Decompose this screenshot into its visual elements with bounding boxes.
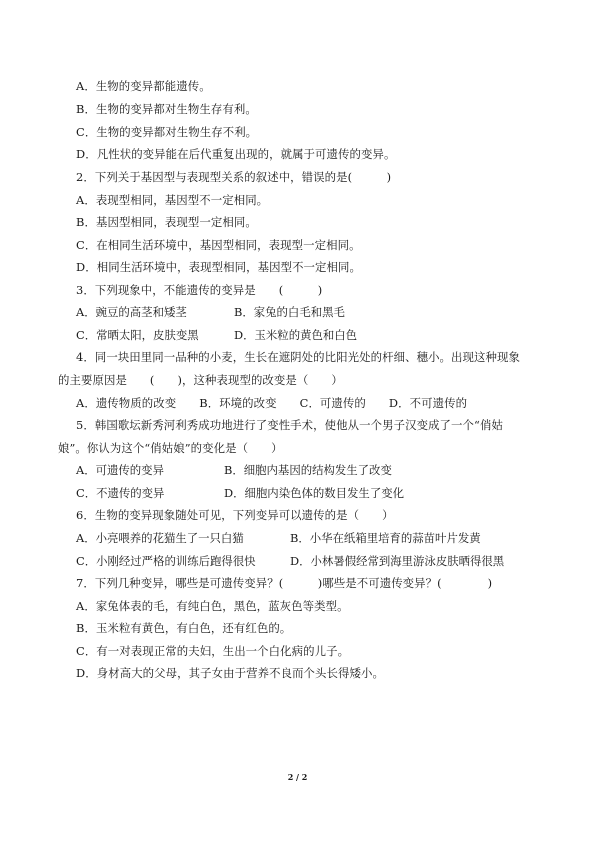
question-3-stem: 3．下列现象中，不能遗传的变异是 ( ) xyxy=(76,283,323,297)
q7-option-c: C．有一对表现正常的夫妇，生出一个白化病的儿子。 xyxy=(76,644,350,658)
q5-option-b: B．细胞内基因的结构发生了改变 xyxy=(224,463,392,477)
question-4-stem: 4．同一块田里同一品种的小麦，生长在遮阴处的比阳光处的杆细、穗小。出现这种现象 xyxy=(76,350,520,364)
q6-option-a: A．小亮喂养的花猫生了一只白猫 xyxy=(76,531,244,545)
q4-options: A．遗传物质的改变 B．环境的改变 C．可遗传的 D．不可遗传的 xyxy=(76,396,468,410)
question-4-stem-cont: 的主要原因是 ( )，这种表现型的改变是（ ） xyxy=(58,373,343,387)
q5-option-c: C．不遗传的变异 xyxy=(76,486,165,500)
text-line: A．生物的变异都能遗传。 xyxy=(76,79,211,93)
q5-option-d: D．细胞内染色体的数目发生了变化 xyxy=(224,486,404,500)
text-line: C．在相同生活环境中，基因型相同，表现型一定相同。 xyxy=(76,238,361,252)
text-line: D．凡性状的变异能在后代重复出现的，就属于可遗传的变异。 xyxy=(76,147,396,161)
q7-option-d: D．身材高大的父母，其子女由于营养不良而个头长得矮小。 xyxy=(76,666,384,680)
text-line: A．表现型相同，基因型不一定相同。 xyxy=(76,193,269,207)
q6-option-b: B．小华在纸箱里培育的蒜苗叶片发黄 xyxy=(290,531,481,545)
q3-option-a: A．豌豆的高茎和矮茎 xyxy=(76,305,187,319)
q6-option-c: C．小刚经过严格的训练后跑得很快 xyxy=(76,554,256,568)
question-2-stem: 2．下列关于基因型与表现型关系的叙述中，错误的是( ) xyxy=(76,170,392,184)
question-5-stem: 5．韩国歌坛新秀河利秀成功地进行了变性手术，使他从一个男子汉变成了一个“俏姑 xyxy=(76,418,503,432)
q3-option-b: B．家兔的白毛和黑毛 xyxy=(234,305,345,319)
question-5-stem-cont: 娘”。你认为这个“俏姑娘”的变化是（ ） xyxy=(58,441,283,455)
text-line: B．基因型相同，表现型一定相同。 xyxy=(76,215,257,229)
question-6-stem: 6．生物的变异现象随处可见，下列变异可以遗传的是（ ） xyxy=(76,508,394,522)
question-7-stem: 7．下列几种变异，哪些是可遗传变异？( )哪些是不可遗传变异？( ) xyxy=(76,576,493,590)
text-line: D．相同生活环境中，表现型相同，基因型不一定相同。 xyxy=(76,260,362,274)
q6-option-d: D．小林暑假经常到海里游泳皮肤晒得很黑 xyxy=(290,554,505,568)
text-line: B．生物的变异都对生物生存有利。 xyxy=(76,102,257,116)
q7-option-b: B．玉米粒有黄色，有白色，还有红色的。 xyxy=(76,621,292,635)
q5-option-a: A．可遗传的变异 xyxy=(76,463,164,477)
q3-option-c: C．常晒太阳，皮肤变黑 xyxy=(76,328,199,342)
page-number: 2 / 2 xyxy=(287,772,308,782)
q7-option-a: A．家兔体表的毛，有纯白色，黑色，蓝灰色等类型。 xyxy=(76,599,349,613)
q3-option-d: D．玉米粒的黄色和白色 xyxy=(234,328,358,342)
text-line: C．生物的变异都对生物生存不利。 xyxy=(76,125,258,139)
